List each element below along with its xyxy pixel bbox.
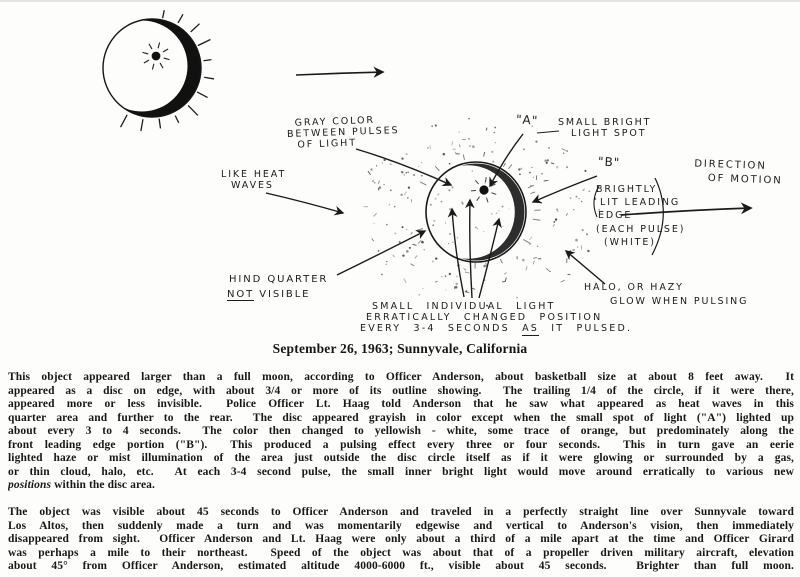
text-line [8,479,794,493]
annotation-line: GLOW WHEN PULSING [610,295,749,307]
halo-arrow [566,251,605,284]
text-line: quarter area and further to the rear. The disc appeared grayish in color except when the small spot of light ("A") lighted up [8,411,794,424]
annotation-small-bright [558,117,651,139]
annotation-line: EDGE [598,210,633,222]
annotation-line: HALO, OR HAZY [584,282,684,293]
text-line: appeared more or less invisible. Police Officer Lt. Haag told Anderson that he saw what appeared as heat waves in this [8,398,794,410]
text-line: or thin cloud, halo, etc. At each 3-4 second pulse, the small inner bright light would move around erratically to various new [8,465,794,478]
annotation-line: SMALL BRIGHT [558,117,652,128]
hind-quarter-arrow [337,231,425,275]
crescent-moon-sketch [97,10,215,131]
report-body-text [8,371,794,574]
annotation-line: DIRECTION [694,158,767,172]
annotation-line: LIKE HEAT [221,169,287,180]
annotation-text: EVERY 3-4 SECONDS [360,323,523,335]
text-line: front leading edge portion ("B"). This produced a pulsing effect every three or four seconds. This in turn gave an eerie [8,438,794,451]
b-arrow [533,176,597,202]
text-line: lighted haze or mist illumination of the area just outside the disc circle itself as if it were glowing or surrounded by a gas, [8,452,794,464]
annotation-direction-of-motion [694,157,784,188]
annotation-line: HIND QUARTER [229,274,329,285]
annotation-text: IT PULSED. [539,323,633,335]
text-line: was perhaps a mile to their northeast. Speed of the object was about that of a propeller driven military aircraft, elevation [8,546,794,559]
underlined-word: AS [522,323,540,335]
text-line: disappeared from sight. Officer Anderson and Lt. Haag were only about a third of a mile apart at the time and Officer Girard [8,533,794,545]
label-b: "B" [597,154,621,170]
annotation-line: ERRATICALLY CHANGED POSITION [366,312,603,324]
annotation-line: LIGHT SPOT [571,128,647,139]
annotation-hind-quarter [227,273,328,302]
paragraph-2 [8,506,794,574]
text-line: about every 3 to 4 seconds. The color then changed to yellowish - white, some trace of orange, but predominately along the [8,425,794,437]
annotation-line [360,323,632,334]
annotation-line: GRAY COLOR [294,114,376,129]
text-run: within the disc area. [51,479,155,491]
text-line: appeared as a disc on edge, with about 3/4 or more of its outline showing. The trailing 1/4 of the circle, if it were there, [8,384,794,397]
heat-waves-arrow [266,193,343,213]
text-line: The object was visible about 45 seconds to Officer Anderson and traveled in a perfectly straight line over Sunnyvale toward [8,506,794,518]
ufo-sketch-diagram [0,2,800,364]
annotation-line: LIT LEADING [600,197,681,209]
paragraph-1 [8,371,794,493]
italic-word: positions [8,479,52,491]
text-line: about 45° from Officer Anderson, estimated altitude 4000-6000 ft., visible about 45 seconds. Brighter than full moon. [8,560,794,572]
annotation-text: VISIBLE [254,288,311,300]
annotation-gray-color [286,114,400,151]
annotation-brightly-lit [596,183,685,249]
annotation-line: BETWEEN PULSES [286,125,400,140]
annotation-line: BRIGHTLY [596,184,658,195]
annotation-line: (WHITE) [604,236,656,248]
figure-caption: September 26, 1963; Sunnyvale, California [272,341,528,356]
moon-arrow [296,72,383,75]
annotation-line: WAVES [231,180,274,191]
label-a: "A" [515,112,539,128]
text-line: This object appeared larger than a full moon, according to Officer Anderson, about basketball size at about 8 feet away. It [8,371,794,383]
underlined-word: NOT [227,288,255,300]
annotation-line: OF MOTION [707,172,783,187]
bright-spot-dot [479,185,488,194]
label-connector-line [537,131,559,133]
annotation-line: OF LIGHT [297,137,358,151]
text-line: Los Altos, then suddenly made a turn and was momentarily edgewise and vertical to Anderson's vision, then immediately [8,519,794,532]
annotation-halo [584,281,748,309]
annotation-line: SMALL INDIVIDUAL LIGHT [372,301,556,312]
annotation-line [227,288,328,303]
annotation-like-heat-waves [221,169,286,191]
annotation-line: (EACH PULSE) [596,223,686,235]
